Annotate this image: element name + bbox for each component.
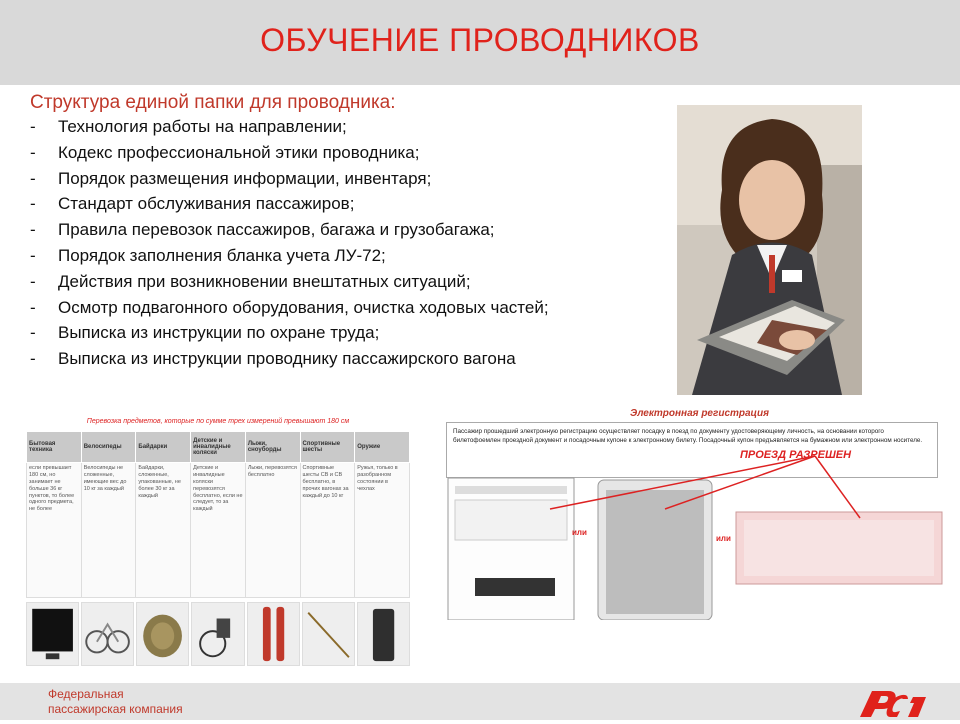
column-header: Байдарки	[136, 432, 191, 463]
column-header: Оружие	[355, 432, 410, 463]
footer-band	[0, 683, 960, 720]
e-registration-text: Пассажир прошедший электронную регистрацию осуществляет посадку в поезд по документу удостоверяющему личность, на основании которого билетофоемлен проездной документ и посадочным купоне к электронному билету. Посадочный купон предъявляется на бумажном или электронном носителе.	[453, 428, 923, 444]
pole-image	[302, 602, 355, 666]
slide-subtitle: Структура единой папки для проводника:	[30, 92, 396, 113]
table-cell: Лыжи, перевозятся бесплатно	[245, 463, 300, 598]
column-header: Бытовая техника	[27, 432, 82, 463]
list-item: - Порядок размещения информации, инвентаря;	[26, 169, 549, 195]
company-name: Федеральная пассажирская компания	[48, 687, 183, 716]
table-row	[27, 463, 410, 598]
list-marker: -	[30, 349, 36, 369]
column-header: Детские и инвалидные коляски	[191, 432, 246, 463]
e-registration-panel	[440, 408, 945, 618]
gun-case-image	[357, 602, 410, 666]
list-marker: -	[30, 168, 36, 188]
bicycle-image	[81, 602, 134, 666]
list-marker: -	[30, 297, 36, 317]
table-cell: Детские и инвалидные коляски перевозятся бесплатно, если не следует, то за каждый	[191, 463, 246, 598]
list-item: - Осмотр подвагонного оборудования, очистка ходовых частей;	[26, 298, 549, 324]
cargo-table-panel	[24, 413, 412, 663]
skis-image	[247, 602, 300, 666]
list-marker: -	[30, 117, 36, 136]
list-item: - Кодекс профессиональной этики проводника;	[26, 143, 549, 169]
conductor-photo	[677, 105, 862, 395]
list-item: - Правила перевозок пассажиров, багажа и грузобагажа;	[26, 220, 549, 246]
slide-title: ОБУЧЕНИЕ ПРОВОДНИКОВ	[260, 22, 700, 58]
table-header-row	[27, 432, 410, 463]
list-marker: -	[30, 271, 36, 291]
cargo-pictures	[26, 602, 410, 666]
kayak-image	[136, 602, 189, 666]
table-cell: Байдарки, сложенные, упакованные, не более 30 кг за каждый	[136, 463, 191, 598]
rzd-logo	[858, 687, 928, 724]
list-marker: -	[30, 245, 36, 265]
list-marker: -	[30, 142, 36, 162]
list-item: - Выписка из инструкции по охране труда;	[26, 323, 549, 349]
or-label: или	[716, 534, 731, 543]
list-item: - Выписка из инструкции проводнику пассажирского вагона	[26, 349, 549, 375]
table-cell: если превышает 180 см, но занимает не больше 36 кг пунктов, то более одного предмета, не более	[27, 463, 82, 598]
folder-items-list	[26, 117, 549, 375]
column-header: Лыжи, сноуборды	[245, 432, 300, 463]
column-header: Велосипеды	[81, 432, 136, 463]
list-item: - Технология работы на направлении;	[26, 117, 549, 143]
pass-allowed-label: ПРОЕЗД РАЗРЕШЕН	[740, 449, 852, 461]
column-header: Спортивные шесты	[300, 432, 355, 463]
list-marker: -	[30, 194, 36, 214]
list-marker: -	[30, 323, 36, 343]
list-item: - Порядок заполнения бланка учета ЛУ-72;	[26, 246, 549, 272]
list-item: - Стандарт обслуживания пассажиров;	[26, 194, 549, 220]
table-cell: Спортивные шесты СВ и СВ бесплатно, в прочих вагонах за каждый до 10 кг	[300, 463, 355, 598]
list-item: - Действия при возникновении внештатных ситуаций;	[26, 272, 549, 298]
cargo-table-title: Перевозка предметов, которые по сумме трех измерений превышают 180 см	[86, 418, 350, 425]
tv-image	[26, 602, 79, 666]
table-cell: Велосипеды не сложенные, имеющие вес до 10 кг за каждый	[81, 463, 136, 598]
e-registration-illustrations	[440, 408, 945, 620]
list-marker: -	[30, 220, 36, 240]
cargo-table	[26, 431, 410, 598]
wheelchair-image	[191, 602, 244, 666]
table-cell: Ружья, только в разобранном состоянии в чехлах	[355, 463, 410, 598]
or-label: или	[572, 528, 587, 537]
e-registration-title: Электронная регистрация	[630, 408, 770, 419]
